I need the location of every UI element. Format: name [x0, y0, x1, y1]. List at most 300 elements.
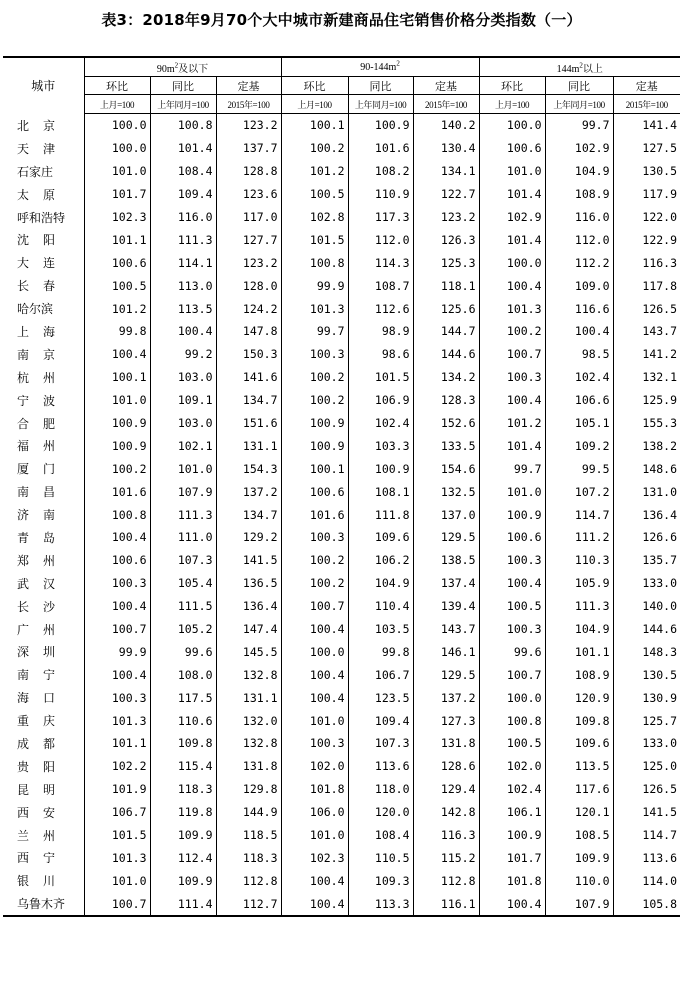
index-value-cell: 142.8: [413, 801, 479, 824]
index-value-cell: 99.9: [281, 274, 348, 297]
sub-header-fixed-base: 定基: [216, 77, 281, 95]
table-row: [3, 366, 680, 389]
index-value-cell: 112.2: [545, 251, 613, 274]
index-value-cell: 100.4: [150, 320, 216, 343]
index-value-cell: 131.1: [216, 434, 281, 457]
index-value-cell: 134.1: [413, 160, 479, 183]
city-name-cell: 石家庄: [3, 160, 84, 183]
index-value-cell: 102.1: [150, 434, 216, 457]
index-value-cell: 101.4: [479, 228, 545, 251]
index-value-cell: 100.4: [84, 595, 150, 618]
index-value-cell: 127.7: [216, 228, 281, 251]
index-value-cell: 99.7: [545, 114, 613, 137]
index-value-cell: 120.0: [348, 801, 413, 824]
table-row: [3, 663, 680, 686]
index-value-cell: 106.9: [348, 389, 413, 412]
table-row: [3, 228, 680, 251]
index-value-cell: 109.8: [150, 732, 216, 755]
index-value-cell: 138.2: [642, 438, 678, 453]
table-row: [3, 595, 680, 618]
index-value-cell: 144.7: [413, 320, 479, 343]
index-value-cell: 102.4: [479, 778, 545, 801]
index-value-cell: 117.8: [642, 278, 678, 293]
index-value-cell: 114.7: [642, 828, 678, 843]
index-value-cell: 129.5: [413, 526, 479, 549]
index-value-cell: 137.2: [216, 480, 281, 503]
index-value-cell: 118.3: [216, 847, 281, 870]
index-value-cell: 109.0: [545, 274, 613, 297]
index-value-cell: 151.6: [216, 412, 281, 435]
index-value-cell: 100.1: [281, 114, 348, 137]
index-value-cell: 148.6: [642, 461, 678, 476]
index-value-cell: 112.6: [348, 297, 413, 320]
index-value-cell: 128.0: [216, 274, 281, 297]
index-value-cell: 100.0: [479, 686, 545, 709]
table-row: [3, 801, 680, 824]
index-value-cell: 154.6: [413, 457, 479, 480]
index-value-cell: 108.2: [348, 160, 413, 183]
index-value-cell: 99.5: [545, 457, 613, 480]
index-value-cell: 113.6: [348, 755, 413, 778]
index-value-cell: 100.4: [281, 663, 348, 686]
index-value-cell: 141.4: [642, 118, 678, 133]
index-value-cell: 116.1: [413, 892, 479, 916]
index-value-cell: 109.9: [545, 847, 613, 870]
index-value-cell: 112.8: [216, 869, 281, 892]
index-value-cell: 103.0: [150, 412, 216, 435]
index-value-cell: 113.6: [642, 850, 678, 865]
index-value-cell: 118.1: [413, 274, 479, 297]
table-row: [3, 480, 680, 503]
base-header-last-year: 上年同月=100: [150, 95, 216, 114]
group-header-144: $144m^2$以上: [479, 57, 680, 77]
index-value-cell: 100.6: [281, 480, 348, 503]
index-value-cell: 109.8: [545, 709, 613, 732]
index-value-cell: 125.3: [413, 251, 479, 274]
city-name-cell: 南京: [3, 343, 84, 366]
sub-header-yoy: 同比: [545, 77, 613, 95]
index-value-cell: 111.5: [150, 595, 216, 618]
index-value-cell: 100.4: [479, 389, 545, 412]
index-value-cell: 100.5: [84, 274, 150, 297]
sub-header-fixed-base: 定基: [613, 77, 680, 95]
index-value-cell: 107.2: [545, 480, 613, 503]
index-value-cell: 99.6: [479, 640, 545, 663]
index-value-cell: 147.4: [216, 618, 281, 641]
index-value-cell: 126.3: [413, 228, 479, 251]
index-value-cell: 102.4: [348, 412, 413, 435]
index-value-cell: 100.4: [479, 572, 545, 595]
index-value-cell: 101.7: [84, 183, 150, 206]
index-value-cell: 108.9: [545, 183, 613, 206]
index-value-cell: 105.9: [545, 572, 613, 595]
index-value-cell: 100.3: [479, 366, 545, 389]
table-row: [3, 526, 680, 549]
index-value-cell: 117.0: [216, 206, 281, 229]
index-value-cell: 100.3: [479, 549, 545, 572]
city-name-cell: 乌鲁木齐: [3, 892, 84, 916]
index-value-cell: 100.3: [281, 526, 348, 549]
table-row: [3, 251, 680, 274]
table-row: [3, 114, 680, 137]
index-value-cell: 136.4: [642, 507, 678, 522]
index-value-cell: 100.3: [479, 618, 545, 641]
index-value-cell: 143.7: [642, 324, 678, 339]
index-value-cell: 114.1: [150, 251, 216, 274]
city-name-cell: 贵阳: [3, 755, 84, 778]
index-value-cell: 107.9: [150, 480, 216, 503]
index-value-cell: 114.7: [545, 503, 613, 526]
index-value-cell: 109.6: [545, 732, 613, 755]
price-index-table: [3, 56, 680, 917]
index-value-cell: 115.4: [150, 755, 216, 778]
table-row: [3, 183, 680, 206]
index-value-cell: 101.8: [479, 869, 545, 892]
index-value-cell: 155.3: [642, 416, 678, 431]
city-name-cell: 广州: [3, 618, 84, 641]
index-value-cell: 132.0: [216, 709, 281, 732]
city-name-cell: 青岛: [3, 526, 84, 549]
table-row: [3, 755, 680, 778]
city-name-cell: 南宁: [3, 663, 84, 686]
index-value-cell: 101.0: [84, 869, 150, 892]
table-row: [3, 320, 680, 343]
index-value-cell: 102.4: [545, 366, 613, 389]
city-name-cell: 宁波: [3, 389, 84, 412]
group-header-90: $90m^2$及以下: [84, 57, 281, 77]
index-value-cell: 112.4: [150, 847, 216, 870]
index-value-cell: 99.8: [348, 640, 413, 663]
index-value-cell: 105.4: [150, 572, 216, 595]
sub-header-yoy: 同比: [348, 77, 413, 95]
index-value-cell: 102.9: [479, 206, 545, 229]
index-value-cell: 138.5: [413, 549, 479, 572]
index-value-cell: 130.5: [642, 164, 678, 179]
index-value-cell: 117.3: [348, 206, 413, 229]
index-value-cell: 123.2: [216, 114, 281, 137]
index-value-cell: 102.0: [281, 755, 348, 778]
index-value-cell: 126.5: [642, 782, 678, 797]
index-value-cell: 101.2: [479, 412, 545, 435]
index-value-cell: 148.3: [642, 644, 678, 659]
city-name-cell: 西宁: [3, 847, 84, 870]
index-value-cell: 111.4: [150, 892, 216, 916]
index-value-cell: 129.5: [413, 663, 479, 686]
index-value-cell: 110.0: [545, 869, 613, 892]
index-value-cell: 101.3: [479, 297, 545, 320]
table-row: [3, 572, 680, 595]
index-value-cell: 101.2: [281, 160, 348, 183]
index-value-cell: 111.3: [150, 228, 216, 251]
city-name-cell: 杭州: [3, 366, 84, 389]
index-value-cell: 126.6: [642, 530, 678, 545]
index-value-cell: 131.8: [216, 755, 281, 778]
index-value-cell: 137.0: [413, 503, 479, 526]
index-value-cell: 101.0: [84, 160, 150, 183]
index-value-cell: 152.6: [413, 412, 479, 435]
index-value-cell: 141.5: [642, 805, 678, 820]
index-value-cell: 105.1: [545, 412, 613, 435]
index-value-cell: 100.2: [281, 137, 348, 160]
index-value-cell: 107.3: [150, 549, 216, 572]
city-name-cell: 太原: [3, 183, 84, 206]
index-value-cell: 113.0: [150, 274, 216, 297]
city-name-cell: 西安: [3, 801, 84, 824]
index-value-cell: 101.0: [150, 457, 216, 480]
index-value-cell: 132.1: [642, 370, 678, 385]
table-row: [3, 847, 680, 870]
index-value-cell: 100.4: [84, 526, 150, 549]
index-value-cell: 133.5: [413, 434, 479, 457]
index-value-cell: 100.2: [479, 320, 545, 343]
index-value-cell: 100.0: [479, 251, 545, 274]
index-value-cell: 108.0: [150, 663, 216, 686]
index-value-cell: 110.3: [545, 549, 613, 572]
index-value-cell: 100.2: [281, 572, 348, 595]
sub-header-yoy: 同比: [150, 77, 216, 95]
index-value-cell: 131.8: [413, 732, 479, 755]
index-value-cell: 112.8: [413, 869, 479, 892]
index-value-cell: 100.8: [84, 503, 150, 526]
index-value-cell: 123.2: [413, 206, 479, 229]
table-row: [3, 137, 680, 160]
city-name-cell: 北京: [3, 114, 84, 137]
index-value-cell: 120.9: [545, 686, 613, 709]
index-value-cell: 101.4: [479, 183, 545, 206]
index-value-cell: 105.2: [150, 618, 216, 641]
index-value-cell: 147.8: [216, 320, 281, 343]
index-value-cell: 128.6: [413, 755, 479, 778]
index-value-cell: 109.9: [150, 824, 216, 847]
index-value-cell: 101.0: [281, 824, 348, 847]
index-value-cell: 129.4: [413, 778, 479, 801]
index-value-cell: 104.9: [348, 572, 413, 595]
index-value-cell: 106.2: [348, 549, 413, 572]
index-value-cell: 145.5: [216, 640, 281, 663]
index-value-cell: 135.7: [642, 553, 678, 568]
table-row: [3, 274, 680, 297]
table-row: [3, 206, 680, 229]
table-row: [3, 434, 680, 457]
city-name-cell: 银川: [3, 869, 84, 892]
table-body: [3, 114, 680, 917]
index-value-cell: 100.8: [479, 709, 545, 732]
index-value-cell: 101.5: [281, 228, 348, 251]
index-value-cell: 100.2: [281, 366, 348, 389]
index-value-cell: 144.6: [413, 343, 479, 366]
index-value-cell: 102.0: [479, 755, 545, 778]
index-value-cell: 100.0: [479, 114, 545, 137]
index-value-cell: 137.7: [216, 137, 281, 160]
index-value-cell: 101.5: [348, 366, 413, 389]
city-name-cell: 天津: [3, 137, 84, 160]
city-name-cell: 呼和浩特: [3, 206, 84, 229]
index-value-cell: 99.2: [150, 343, 216, 366]
index-value-cell: 100.4: [281, 618, 348, 641]
index-value-cell: 114.3: [348, 251, 413, 274]
index-value-cell: 141.5: [216, 549, 281, 572]
index-value-cell: 112.0: [348, 228, 413, 251]
index-value-cell: 101.3: [84, 847, 150, 870]
index-value-cell: 136.4: [216, 595, 281, 618]
index-value-cell: 109.3: [348, 869, 413, 892]
index-value-cell: 100.7: [281, 595, 348, 618]
table-row: [3, 160, 680, 183]
index-value-cell: 106.1: [479, 801, 545, 824]
index-value-cell: 122.0: [642, 210, 678, 224]
index-value-cell: 132.8: [216, 663, 281, 686]
index-value-cell: 100.0: [281, 640, 348, 663]
index-value-cell: 100.0: [84, 137, 150, 160]
index-value-cell: 124.2: [216, 297, 281, 320]
index-value-cell: 141.6: [216, 366, 281, 389]
index-value-cell: 101.6: [84, 480, 150, 503]
index-value-cell: 100.4: [84, 663, 150, 686]
index-value-cell: 107.3: [348, 732, 413, 755]
city-name-cell: 郑州: [3, 549, 84, 572]
index-value-cell: 108.4: [150, 160, 216, 183]
index-value-cell: 120.1: [545, 801, 613, 824]
index-value-cell: 125.9: [642, 393, 678, 408]
index-value-cell: 100.9: [281, 434, 348, 457]
table-row: [3, 503, 680, 526]
index-value-cell: 144.6: [642, 622, 678, 637]
index-value-cell: 111.3: [150, 503, 216, 526]
index-value-cell: 101.2: [84, 297, 150, 320]
table-row: [3, 824, 680, 847]
index-value-cell: 137.4: [413, 572, 479, 595]
index-value-cell: 100.2: [281, 549, 348, 572]
index-value-cell: 109.2: [545, 434, 613, 457]
index-value-cell: 100.6: [479, 526, 545, 549]
index-value-cell: 102.2: [84, 755, 150, 778]
index-value-cell: 125.6: [413, 297, 479, 320]
index-value-cell: 100.7: [479, 663, 545, 686]
index-value-cell: 154.3: [216, 457, 281, 480]
index-value-cell: 113.5: [545, 755, 613, 778]
index-value-cell: 100.4: [479, 892, 545, 916]
index-value-cell: 101.5: [84, 824, 150, 847]
index-value-cell: 99.9: [84, 640, 150, 663]
index-value-cell: 125.7: [642, 713, 678, 728]
index-value-cell: 117.5: [150, 686, 216, 709]
index-value-cell: 132.8: [216, 732, 281, 755]
index-value-cell: 101.0: [84, 389, 150, 412]
index-value-cell: 110.6: [150, 709, 216, 732]
index-value-cell: 112.0: [545, 228, 613, 251]
index-value-cell: 99.6: [150, 640, 216, 663]
index-value-cell: 100.9: [281, 412, 348, 435]
sub-header-mom: 环比: [281, 77, 348, 95]
index-value-cell: 130.4: [413, 137, 479, 160]
base-header-2015: 2015年=100: [413, 95, 479, 114]
index-value-cell: 134.7: [216, 389, 281, 412]
table-row: [3, 343, 680, 366]
city-name-cell: 重庆: [3, 709, 84, 732]
index-value-cell: 101.4: [479, 434, 545, 457]
index-value-cell: 100.3: [281, 732, 348, 755]
index-value-cell: 100.7: [84, 618, 150, 641]
index-value-cell: 102.3: [281, 847, 348, 870]
index-value-cell: 101.4: [150, 137, 216, 160]
index-value-cell: 100.3: [84, 572, 150, 595]
index-value-cell: 100.9: [479, 824, 545, 847]
index-value-cell: 144.9: [216, 801, 281, 824]
index-value-cell: 125.0: [642, 759, 678, 774]
sub-header-mom: 环比: [84, 77, 150, 95]
index-value-cell: 100.4: [84, 343, 150, 366]
index-value-cell: 100.4: [545, 320, 613, 343]
index-value-cell: 99.7: [281, 320, 348, 343]
index-value-cell: 109.9: [150, 869, 216, 892]
index-value-cell: 106.0: [281, 801, 348, 824]
city-name-cell: 兰州: [3, 824, 84, 847]
index-value-cell: 100.9: [84, 412, 150, 435]
index-value-cell: 126.5: [642, 301, 678, 316]
index-value-cell: 100.7: [84, 892, 150, 916]
index-value-cell: 116.0: [545, 206, 613, 229]
index-value-cell: 104.9: [545, 160, 613, 183]
index-value-cell: 101.0: [479, 160, 545, 183]
table-row: [3, 686, 680, 709]
index-value-cell: 100.9: [84, 434, 150, 457]
group-header-90-144: $90-144m^2$: [281, 57, 479, 77]
index-value-cell: 123.2: [216, 251, 281, 274]
index-value-cell: 110.9: [348, 183, 413, 206]
city-name-cell: 上海: [3, 320, 84, 343]
index-value-cell: 111.3: [545, 595, 613, 618]
index-value-cell: 122.7: [413, 183, 479, 206]
index-value-cell: 100.0: [84, 114, 150, 137]
index-value-cell: 143.7: [413, 618, 479, 641]
index-value-cell: 100.6: [84, 251, 150, 274]
index-value-cell: 105.8: [613, 892, 680, 916]
index-value-cell: 114.0: [642, 873, 678, 888]
index-value-cell: 99.8: [84, 320, 150, 343]
index-value-cell: 113.5: [150, 297, 216, 320]
index-value-cell: 129.2: [216, 526, 281, 549]
index-value-cell: 123.5: [348, 686, 413, 709]
index-value-cell: 101.9: [84, 778, 150, 801]
index-value-cell: 107.9: [545, 892, 613, 916]
index-value-cell: 100.4: [479, 274, 545, 297]
table-row: [3, 778, 680, 801]
index-value-cell: 122.9: [642, 232, 678, 247]
index-value-cell: 116.0: [150, 206, 216, 229]
index-value-cell: 116.3: [642, 255, 678, 270]
index-value-cell: 100.6: [479, 137, 545, 160]
table-row: [3, 412, 680, 435]
base-header-last-month: 上月=100: [84, 95, 150, 114]
index-value-cell: 123.6: [216, 183, 281, 206]
index-value-cell: 128.3: [413, 389, 479, 412]
index-value-cell: 140.0: [642, 599, 678, 614]
index-value-cell: 106.6: [545, 389, 613, 412]
index-value-cell: 100.4: [281, 892, 348, 916]
index-value-cell: 108.1: [348, 480, 413, 503]
index-value-cell: 134.2: [413, 366, 479, 389]
index-value-cell: 139.4: [413, 595, 479, 618]
index-value-cell: 131.0: [642, 484, 678, 499]
city-name-cell: 昆明: [3, 778, 84, 801]
index-value-cell: 109.1: [150, 389, 216, 412]
index-value-cell: 117.9: [642, 187, 678, 202]
index-value-cell: 100.6: [84, 549, 150, 572]
index-value-cell: 98.5: [545, 343, 613, 366]
index-value-cell: 100.1: [84, 366, 150, 389]
index-value-cell: 117.6: [545, 778, 613, 801]
index-value-cell: 108.5: [545, 824, 613, 847]
